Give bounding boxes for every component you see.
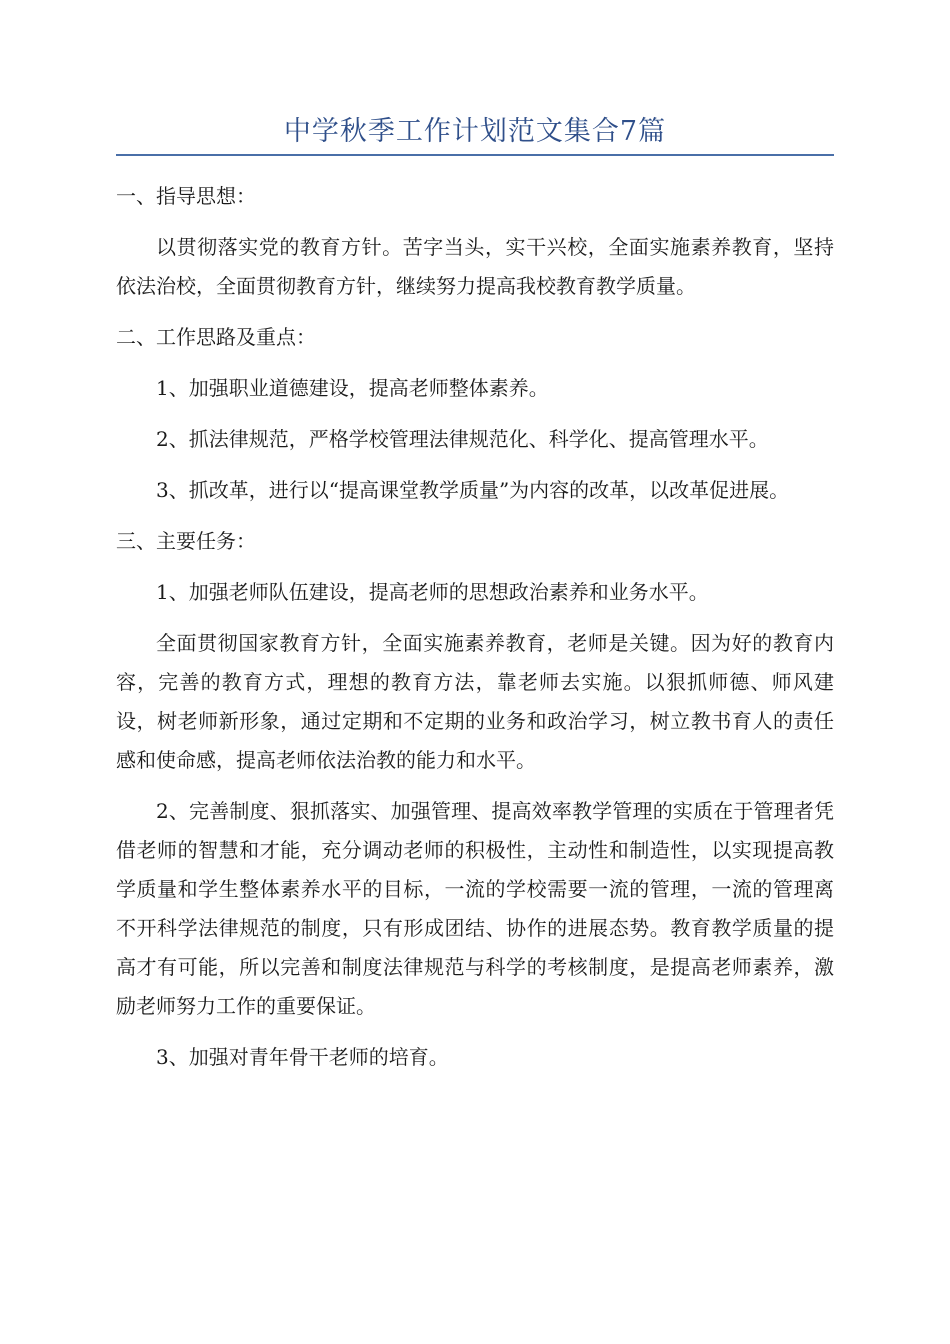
document-body [116, 177, 834, 1089]
list-item-ethics: 1、加强职业道德建设，提高老师整体素养。 [156, 376, 549, 400]
section-heading-main-tasks: 三、主要任务： [116, 529, 256, 553]
list-item-teacher-team: 1、加强老师队伍建设，提高老师的思想政治素养和业务水平。 [156, 580, 709, 604]
document-title: 中学秋季工作计划范文集合7篇 [283, 116, 667, 147]
list-item-young-teachers: 3、加强对青年骨干老师的培育。 [156, 1045, 449, 1069]
list-item-reform: 3、抓改革，进行以“提高课堂教学质量”为内容的改革，以改革促进展。 [156, 478, 790, 502]
section-heading-guiding-thought: 一、指导思想： [116, 184, 256, 208]
section-heading-work-ideas: 二、工作思路及重点： [116, 325, 316, 349]
title-underline [116, 154, 834, 156]
paragraph-guiding-thought: 以贯彻落实党的教育方针。苦字当头，实干兴校，全面实施素养教育，坚持依法治校，全面贯彻教育方针，继续努力提高我校教育教学质量。 [116, 235, 834, 298]
paragraph-teacher-team: 全面贯彻国家教育方针，全面实施素养教育，老师是关键。因为好的教育内容，完善的教育方式，理想的教育方法，靠老师去实施。以狠抓师德、师风建设，树老师新形象，通过定期和不定期的业务和政治学习，树立教书育人的责任感和使命感，提高老师依法治教的能力和水平。 [116, 631, 834, 772]
list-item-system: 2、完善制度、狠抓落实、加强管理、提高效率教学管理的实质在于管理者凭借老师的智慧和才能，充分调动老师的积极性，主动性和制造性，以实现提高教学质量和学生整体素养水平的目标，一流的学校需要一流的管理，一流的管理离不开科学法律规范的制度，只有形成团结、协作的进展态势。教育教学质量的提高才有可能，所以完善和制度法律规范与科学的考核制度，是提高老师素养，激励老师努力工作的重要保证。 [116, 799, 834, 1018]
list-item-regulation: 2、抓法律规范，严格学校管理法律规范化、科学化、提高管理水平。 [156, 427, 769, 451]
